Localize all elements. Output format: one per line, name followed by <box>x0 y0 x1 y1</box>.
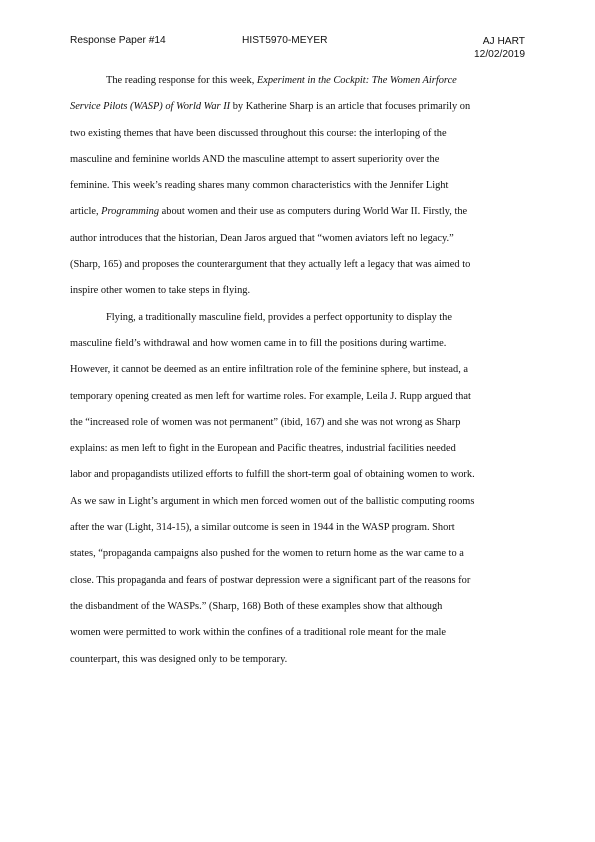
body-text: temporary opening created as men left for wartime roles. For example, Leila J. Rupp argued that <box>70 390 471 402</box>
text-line <box>70 357 526 383</box>
text-line <box>70 147 526 173</box>
text-line <box>70 94 526 120</box>
paper-date: 12/02/2019 <box>474 49 525 60</box>
italic-title-text: Service Pilots (WASP) of World War II <box>70 101 231 113</box>
author-date-block <box>474 35 525 61</box>
text-line <box>70 278 526 304</box>
text-line <box>70 173 526 199</box>
body-text: counterpart, this was designed only to be temporary. <box>70 653 288 665</box>
text-line <box>70 515 526 541</box>
body-text: masculine field’s withdrawal and how women came in to fill the positions during wartime. <box>70 337 447 349</box>
text-line <box>70 462 526 488</box>
text-line <box>70 568 526 594</box>
body-text: labor and propagandists utilized efforts to fulfill the short-term goal of obtaining women to work. <box>70 469 475 481</box>
body-text: states, “propaganda campaigns also pushed for the women to return home as the war came to a <box>70 548 464 560</box>
body-text: women were permitted to work within the confines of a traditional role meant for the male <box>70 627 446 639</box>
body-text: feminine. This week’s reading shares many common characteristics with the Jennifer Light <box>70 180 449 192</box>
body-text: Flying, a traditionally masculine field, provides a perfect opportunity to display the <box>106 311 452 323</box>
text-line <box>70 620 526 646</box>
page-header <box>70 35 525 65</box>
text-line <box>70 436 526 462</box>
text-line <box>70 594 526 620</box>
body-text: (Sharp, 165) and proposes the counterargument that they actually left a legacy that was aimed to <box>70 259 471 271</box>
text-line <box>70 252 526 278</box>
text-line <box>70 647 526 673</box>
body-text: The reading response for this week, <box>106 75 257 86</box>
course-code: HIST5970-MEYER <box>242 35 328 46</box>
text-line <box>70 121 526 147</box>
body-text: inspire other women to take steps in flying. <box>70 285 251 297</box>
body-text: However, it cannot be deemed as an entire infiltration role of the feminine sphere, but instead, a <box>70 364 469 376</box>
italic-title-text: Programming <box>101 206 160 218</box>
body-text: about women and their use as computers during World War II. Firstly, the <box>159 206 468 218</box>
text-line <box>70 331 526 357</box>
body-text: by Katherine Sharp is an article that focuses primarily on <box>230 101 471 113</box>
text-line <box>70 68 526 94</box>
body-text: article, <box>70 206 102 218</box>
body-text: explains: as men left to fight in the European and Pacific theatres, industrial facilities needed <box>70 443 456 455</box>
body-text: As we saw in Light’s argument in which men forced women out of the ballistic computing rooms <box>70 495 475 507</box>
text-line <box>70 384 526 410</box>
author-name: AJ HART <box>482 36 525 47</box>
body-text: author introduces that the historian, Dean Jaros argued that “women aviators left no legacy.” <box>70 232 454 244</box>
text-line <box>70 226 526 252</box>
body-text: the “increased role of women was not permanent” (ibid, 167) and she was not wrong as Sharp <box>70 416 461 428</box>
document-body <box>70 68 526 673</box>
text-line <box>70 410 526 436</box>
body-text: masculine and feminine worlds AND the masculine attempt to assert superiority over the <box>70 153 440 165</box>
text-line <box>70 489 526 515</box>
paper-title: Response Paper #14 <box>70 35 166 46</box>
body-text: two existing themes that have been discussed throughout this course: the interloping of the <box>70 127 447 139</box>
text-line <box>70 541 526 567</box>
text-line <box>70 305 526 331</box>
body-text: the disbandment of the WASPs.” (Sharp, 168) Both of these examples show that although <box>70 600 443 612</box>
text-line <box>70 199 526 225</box>
italic-title-text: Experiment in the Cockpit: The Women Airforce <box>256 75 457 86</box>
body-text: close. This propaganda and fears of postwar depression were a significant part of the reasons for <box>70 574 471 586</box>
body-text: after the war (Light, 314-15), a similar outcome is seen in 1944 in the WASP program. Short <box>70 522 455 534</box>
